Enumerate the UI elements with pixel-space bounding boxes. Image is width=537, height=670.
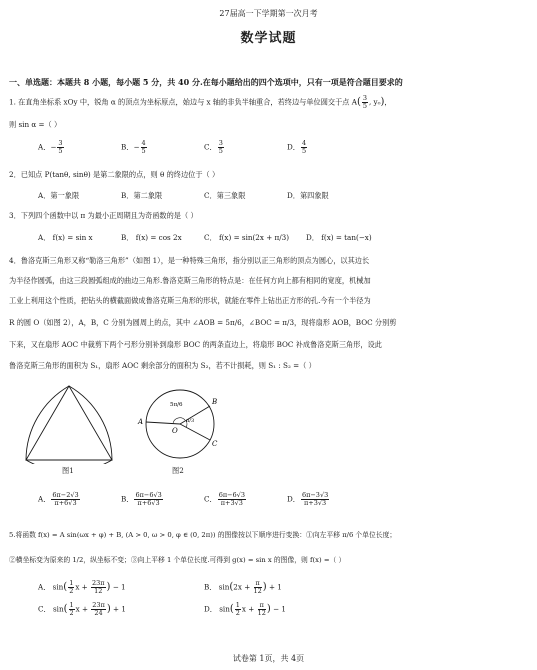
q3-stem: 3．下列四个函数中以 π 为最小正周期且为奇函数的是（ ） — [9, 211, 198, 220]
figure-2-caption: 图2 — [172, 466, 184, 475]
q3-option-d[interactable]: D． f(x) = tan(−x) — [306, 233, 372, 242]
q4-line-4: R 的圆 O（如图 2），A，B，C 分别为圆周上的点，其中 ∠AOB = 5π/6，∠BOC = π/3，现将扇形 AOB，BOC 分别剪 — [9, 318, 397, 327]
q2-option-c[interactable]: C．第三象限 — [204, 191, 246, 200]
q4-option-b[interactable]: B． $\frac{6\pi-6√3}{\pi+6√3}$ — [121, 491, 162, 507]
fig2-label-c: C — [212, 440, 218, 448]
q4-line-1: 4．鲁洛克斯三角形又称“勒洛三角形”（如图 1），是一种特殊三角形，指分别以正三角形的顶点为圆心，以其边长 — [9, 256, 370, 265]
figure-1-reuleaux-triangle — [14, 382, 124, 464]
q5-option-c[interactable]: C． sin( $\frac{1}{2}$ x + $\frac{23\pi}{24}$ ) + 1 — [38, 601, 126, 617]
page-footer: 试卷第 1页，共 4页 — [232, 654, 305, 663]
fig2-angle-boc: π/3 — [186, 418, 195, 424]
exam-header: 27届高一下学期第一次月考 — [219, 9, 318, 18]
page-title: 数学试题 — [240, 31, 297, 46]
q1-stem: 1. 在直角坐标系 xOy 中，锐角 α 的顶点为坐标原点，始边与 x 轴的非负半轴重合，若终边与单位圆交于点 A( $\frac{3}{5}$ , y₀)， — [9, 94, 392, 110]
q4-option-d[interactable]: D． $\frac{6\pi-3√3}{\pi+3√3}$ — [287, 491, 329, 507]
q4-option-c[interactable]: C． $\frac{6\pi-6√3}{\pi+3√3}$ — [204, 491, 245, 507]
fig2-angle-aob: 5π/6 — [170, 402, 183, 408]
q4-line-3: 工业上利用这个性质，把钻头的横截面做成鲁洛克斯三角形的形状，就能在零件上钻出正方形的孔.今有一个半径为 — [9, 296, 371, 305]
q1-text: 1. 在直角坐标系 xOy 中，锐角 α 的顶点为坐标原点，始边与 x 轴的非负半轴重合，若终边与单位圆交于点 A — [9, 97, 357, 107]
q2-stem: 2．已知点 P(tanθ, sinθ) 是第二象限的点，则 θ 的终边位于（ ） — [9, 170, 220, 179]
q3-option-b[interactable]: B． f(x) = cos 2x — [121, 233, 182, 242]
q5-line-1: 5.将函数 f(x) = A sin(ωx + φ) + B, (A > 0, ω > 0, φ ∈ (0, 2π)) 的图像按以下顺序进行变换：①向左平移 π/6 个单位长度； — [9, 531, 397, 539]
q5-line-2: ②横坐标变为原来的 1/2，纵坐标不变；③向上平移 1 个单位长度.可得到 g(x) = sin x 的图像，则 f(x) =（ ） — [9, 556, 346, 564]
q5-option-d[interactable]: D． sin( $\frac{1}{2}$ x + $\frac{\pi}{12}$ ) − 1 — [204, 601, 286, 617]
q1-option-a[interactable]: A．− $\frac{3}{5}$ — [38, 139, 63, 155]
q5-option-a[interactable]: A． sin( $\frac{1}{2}$ x + $\frac{23\pi}{12}$ ) − 1 — [38, 579, 126, 595]
q3-option-a[interactable]: A． f(x) = sin x — [38, 233, 93, 242]
section-heading: 一、单选题：本题共 8 小题，每小题 5 分，共 40 分.在每小题给出的四个选项中，只有一项是符合题目要求的 — [9, 77, 403, 87]
figure-2-circle-sectors — [128, 384, 228, 464]
q1-ask: 则 sin α =（ ） — [9, 120, 62, 129]
fig2-label-b: B — [212, 398, 218, 406]
q1-option-b[interactable]: B．− $\frac{4}{5}$ — [121, 139, 146, 155]
fig2-label-o: O — [172, 427, 178, 435]
q2-option-b[interactable]: B．第二象限 — [121, 191, 163, 200]
figure-1-caption: 图1 — [62, 466, 74, 475]
q2-option-d[interactable]: D．第四象限 — [287, 191, 329, 200]
q1-point-x: $\frac{3}{5}$ — [362, 94, 367, 110]
q1-option-c[interactable]: C． $\frac{3}{5}$ — [204, 139, 223, 155]
q4-line-2: 为半径作圆弧，由这三段圆弧组成的曲边三角形.鲁洛克斯三角形的特点是：在任何方向上都有相同的宽度，机械加 — [9, 276, 371, 285]
fig2-label-a: A — [138, 418, 144, 426]
q4-line-5: 下来，又在扇形 AOC 中裁剪下两个弓形分别补到扇形 BOC 的两条直边上，将扇形 BOC 补成鲁洛克斯三角形，设此 — [9, 340, 382, 349]
q1-point-suffix: , y₀ — [368, 97, 381, 107]
q4-option-a[interactable]: A． $\frac{6\pi-2√3}{\pi+6√3}$ — [38, 491, 79, 507]
q2-option-a[interactable]: A．第一象限 — [38, 191, 80, 200]
q5-option-b[interactable]: B． sin(2x + $\frac{\pi}{12}$ ) + 1 — [204, 579, 282, 595]
q1-option-d[interactable]: D． $\frac{4}{5}$ — [287, 139, 307, 155]
q3-option-c[interactable]: C． f(x) = sin(2x + π/3) — [204, 233, 290, 242]
q4-line-6: 鲁洛克斯三角形的面积为 S₁，扇形 AOC 剩余部分的面积为 S₂，若不计损耗，则 S₁ : S₂ =（ ） — [9, 361, 316, 370]
